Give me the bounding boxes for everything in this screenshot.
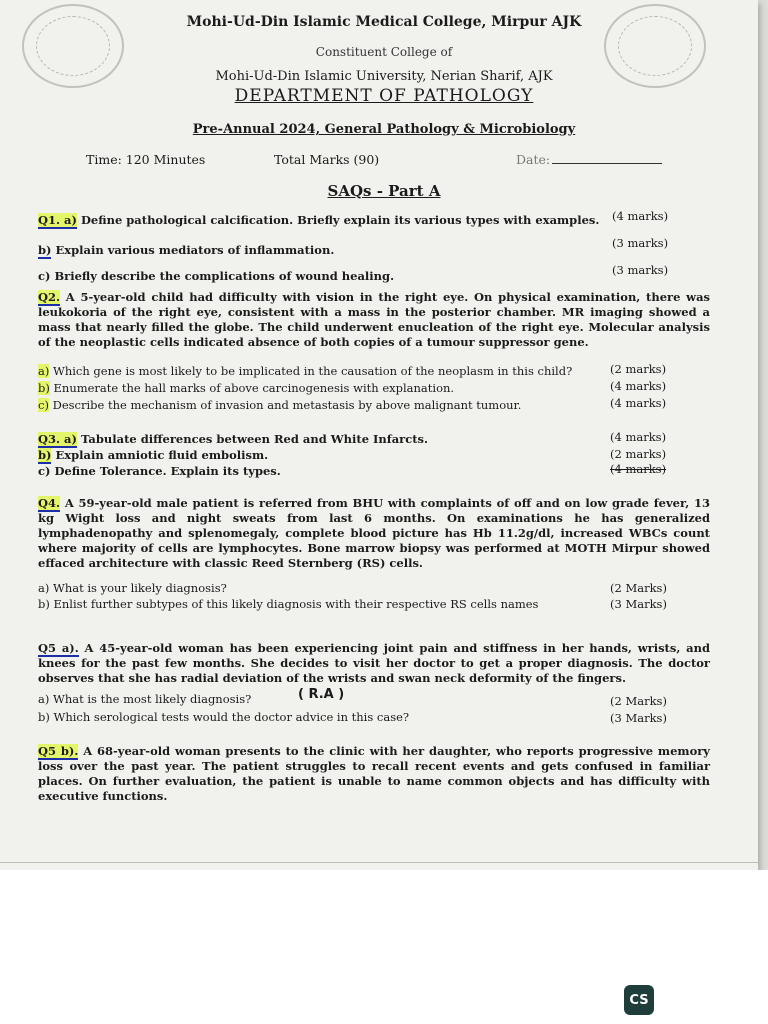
q3b [38, 448, 268, 462]
q1c: c) Briefly describe the complications of wound healing. [38, 269, 395, 283]
q4-stem [38, 496, 710, 571]
q1a-number: Q1. a) [38, 213, 77, 227]
q2b-number: b) [38, 381, 50, 395]
q3a-marks: (4 marks) [610, 430, 667, 444]
department-title: DEPARTMENT OF PATHOLOGY [234, 86, 534, 106]
q5a-number: Q5 a). [38, 641, 79, 655]
university-name: Mohi-Ud-Din Islamic University, Nerian Sharif, AJK [215, 69, 553, 84]
q3c-marks: (4 marks) [610, 462, 667, 476]
time-label: Time: 120 Minutes [86, 152, 206, 167]
q3b-number: b) [38, 448, 52, 462]
handwritten-answer-ra: ( R.A ) [298, 687, 345, 702]
q2a-marks: (2 marks) [610, 362, 667, 376]
section-title: SAQs - Part A [327, 182, 441, 200]
q5a-b-number: b) [38, 710, 50, 724]
q1b [38, 243, 334, 257]
q2a-number: a) [38, 364, 50, 378]
camscanner-badge: CS [624, 985, 654, 1015]
q5b-stem-text: A 68-year-old woman presents to the clinic with her daughter, who reports progressive memory loss over the past year. The patient struggles to recall recent events and gets confused in familiar places. On further evaluation, the patient is unable to name common objects and has difficulty with executive functions. [38, 744, 710, 803]
q1c-marks: (3 marks) [612, 263, 669, 277]
q2b-text: Enumerate the hall marks of above carcinogenesis with explanation. [53, 381, 455, 395]
q5a-b-marks: (3 Marks) [610, 711, 667, 725]
q2-number: Q2. [38, 290, 61, 304]
q2c-number: c) [38, 398, 49, 412]
date-label: Date: [516, 152, 551, 167]
q3a [38, 432, 428, 446]
q1a [38, 213, 599, 227]
q3a-number: Q3. a) [38, 432, 77, 446]
college-name: Mohi-Ud-Din Islamic Medical College, Mirpur AJK [186, 14, 582, 30]
q4b: b) Enlist further subtypes of this likely diagnosis with their respective RS cells names [38, 597, 539, 611]
q1b-number: b) [38, 243, 52, 257]
exam-title: Pre-Annual 2024, General Pathology & Microbiology [192, 122, 576, 137]
q5a-a [38, 692, 251, 706]
q4b-marks: (3 Marks) [610, 597, 667, 611]
q5a-stem [38, 641, 710, 686]
q1a-marks: (4 marks) [612, 209, 669, 223]
q3b-marks: (2 marks) [610, 447, 667, 461]
q2c-text: Describe the mechanism of invasion and metastasis by above malignant tumour. [52, 398, 522, 412]
q3b-text: Explain amniotic fluid embolism. [55, 448, 269, 462]
q2c [38, 398, 521, 412]
q4a: a) What is your likely diagnosis? [38, 581, 227, 595]
q5a-stem-text: A 45-year-old woman has been experiencing joint pain and stiffness in her hands, wrists, and knees for the past few months. She decides to visit her doctor to get a proper diagnosis. The doctor observes that she has radial deviation of the wrists and swan neck deformity of the fingers. [38, 641, 710, 685]
q5a-a-text: What is the most likely diagnosis? [53, 692, 252, 706]
q2-stem-text: A 5-year-old child had difficulty with vision in the right eye. On physical examination, there was leukokoria of the right eye, consistent with a mass in the posterior chamber. MR imaging showed a mass that nearly filled the globe. The child underwent enucleation of the right eye. Molecular analysis of the neoplastic cells indicated absence of both copies of a tumour suppressor gene. [38, 290, 710, 349]
q5b-stem [38, 744, 710, 804]
q4-number: Q4. [38, 496, 61, 510]
q2b [38, 381, 454, 395]
q5a-a-marks: (2 Marks) [610, 694, 667, 708]
q5b-number: Q5 b). [38, 744, 79, 758]
q1a-text: Define pathological calcification. Briefly explain its various types with examples. [80, 213, 600, 227]
q4-stem-text: A 59-year-old male patient is referred from BHU with complaints of off and on low grade fever, 13 kg Wight loss and night sweats from last 6 months. On examinations he has generalized lymphadenopathy and splenomegaly, complete blood picture has Hb 11.2g/dl, increased WBCs count where majority of cells are lymphocytes. Bone marrow biopsy was performed at MOTH Mirpur showed effaced architecture with classic Reed Sternberg (RS) cells. [38, 496, 710, 570]
q3c: c) Define Tolerance. Explain its types. [38, 464, 281, 478]
q1b-text: Explain various mediators of inflammation. [55, 243, 335, 257]
paper-fold-line [0, 862, 758, 863]
q2c-marks: (4 marks) [610, 396, 667, 410]
q4a-marks: (2 Marks) [610, 581, 667, 595]
q1b-marks: (3 marks) [612, 236, 669, 250]
q2b-marks: (4 marks) [610, 379, 667, 393]
constituent-line: Constituent College of [315, 45, 453, 59]
q2a [38, 364, 572, 378]
date-blank [552, 163, 662, 164]
q3a-text: Tabulate differences between Red and White Infarcts. [80, 432, 429, 446]
q5a-a-number: a) [38, 692, 50, 706]
q5a-b-text: Which serological tests would the doctor advice in this case? [53, 710, 410, 724]
q5a-b [38, 710, 409, 724]
q2a-text: Which gene is most likely to be implicated in the causation of the neoplasm in this child? [53, 364, 573, 378]
total-marks-label: Total Marks (90) [274, 152, 380, 167]
q2-stem [38, 290, 710, 350]
